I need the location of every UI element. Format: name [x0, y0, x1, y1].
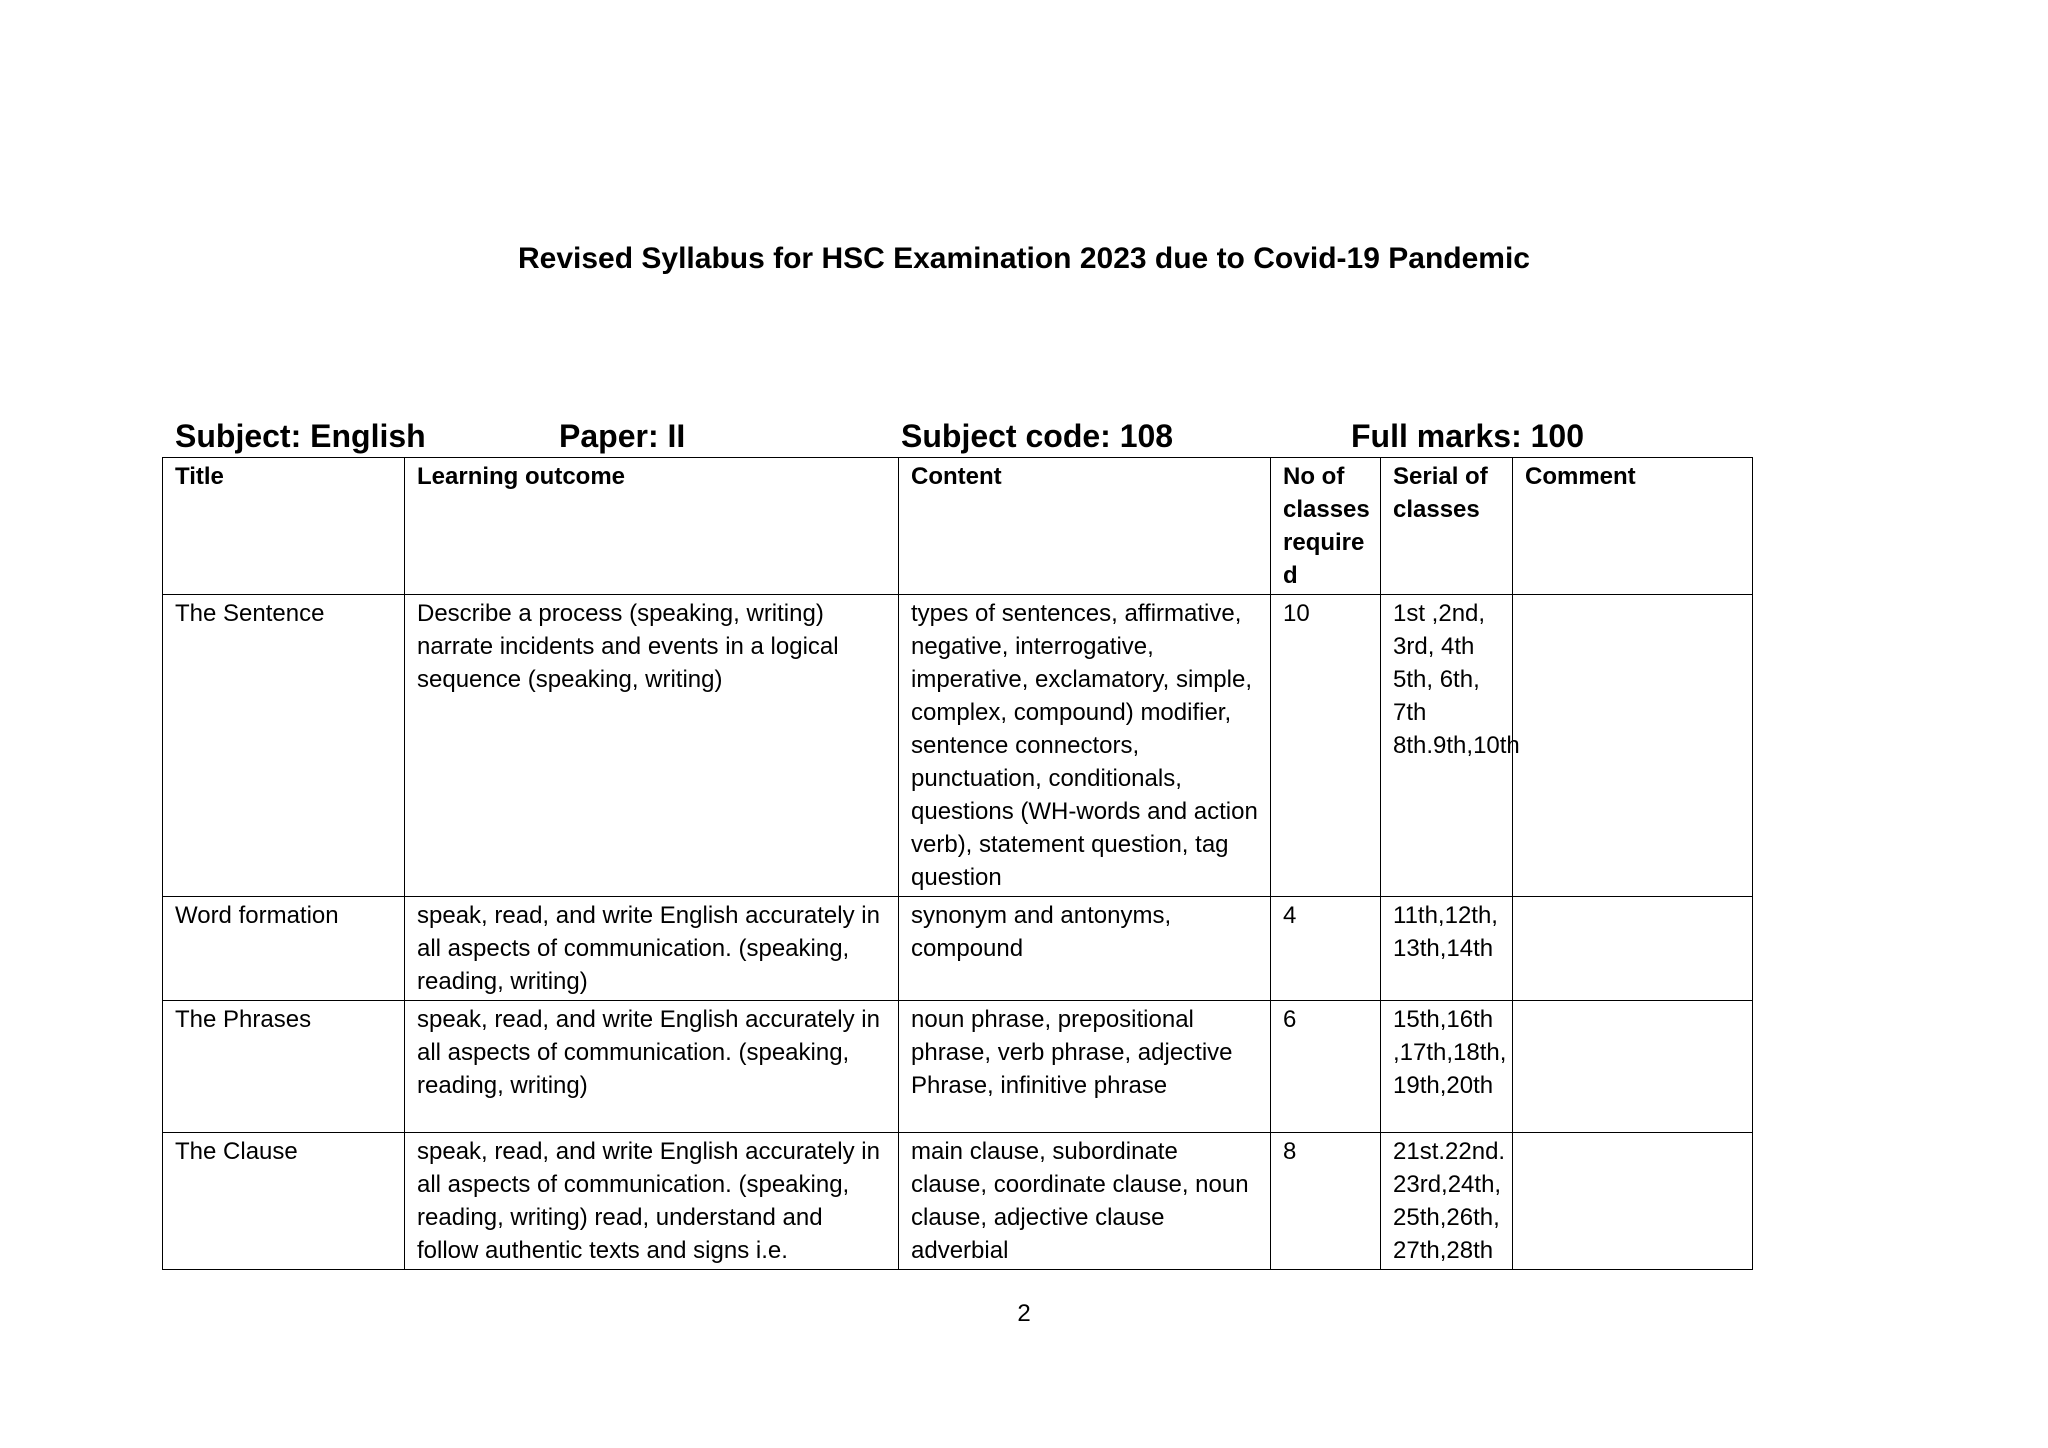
page-title: Revised Syllabus for HSC Examination 2023 due to Covid-19 Pandemic [518, 242, 1530, 275]
cell-learning-outcome: speak, read, and write English accurately in all aspects of communication. (speaking, reading, writing) [405, 897, 899, 1001]
cell-title: The Phrases [163, 1001, 405, 1133]
cell-comment [1513, 1001, 1753, 1133]
cell-comment [1513, 1133, 1753, 1270]
cell-learning-outcome: speak, read, and write English accurately in all aspects of communication. (speaking, reading, writing) [405, 1001, 899, 1133]
cell-title: Word formation [163, 897, 405, 1001]
table-row [163, 1001, 1753, 1133]
table-row [163, 1133, 1753, 1270]
subject-label: Subject: English [175, 418, 426, 454]
cell-no-of-classes: 6 [1271, 1001, 1381, 1133]
cell-content: synonym and antonyms, compound [899, 897, 1271, 1001]
cell-comment [1513, 595, 1753, 897]
cell-learning-outcome: speak, read, and write English accurately in all aspects of communication. (speaking, reading, writing) read, understand and follow authentic texts and signs i.e. [405, 1133, 899, 1270]
table-row [163, 595, 1753, 897]
cell-comment [1513, 897, 1753, 1001]
table-row [163, 897, 1753, 1001]
header-content: Content [899, 458, 1271, 595]
cell-no-of-classes: 8 [1271, 1133, 1381, 1270]
cell-learning-outcome: Describe a process (speaking, writing) narrate incidents and events in a logical sequence (speaking, writing) [405, 595, 899, 897]
cell-content: main clause, subordinate clause, coordinate clause, noun clause, adjective clause adverbial [899, 1133, 1271, 1270]
cell-no-of-classes: 10 [1271, 595, 1381, 897]
subject-code-label: Subject code: 108 [901, 418, 1174, 454]
syllabus-table [162, 457, 1753, 1270]
header-serial-of-classes: Serial of classes [1381, 458, 1513, 595]
header-learning-outcome: Learning outcome [405, 458, 899, 595]
cell-title: The Clause [163, 1133, 405, 1270]
cell-content: types of sentences, affirmative, negative, interrogative, imperative, exclamatory, simple, complex, compound) modifier, sentence connectors, punctuation, conditionals, questions (WH-words and action verb), statement question, tag question [899, 595, 1271, 897]
header-no-of-classes: No of classes require d [1271, 458, 1381, 595]
header-comment: Comment [1513, 458, 1753, 595]
cell-serial-of-classes: 21st.22nd. 23rd,24th, 25th,26th, 27th,28th [1381, 1133, 1513, 1270]
paper-label: Paper: II [559, 418, 686, 454]
cell-serial-of-classes: 11th,12th, 13th,14th [1381, 897, 1513, 1001]
page-number: 2 [1017, 1300, 1031, 1327]
cell-title: The Sentence [163, 595, 405, 897]
table-header-row [163, 458, 1753, 595]
subject-info-row [175, 418, 1755, 458]
full-marks-label: Full marks: 100 [1351, 418, 1584, 454]
header-title: Title [163, 458, 405, 595]
cell-no-of-classes: 4 [1271, 897, 1381, 1001]
cell-serial-of-classes: 1st ,2nd, 3rd, 4th 5th, 6th, 7th 8th.9th,10th [1381, 595, 1513, 897]
cell-serial-of-classes: 15th,16th ,17th,18th, 19th,20th [1381, 1001, 1513, 1133]
cell-content: noun phrase, prepositional phrase, verb phrase, adjective Phrase, infinitive phrase [899, 1001, 1271, 1133]
